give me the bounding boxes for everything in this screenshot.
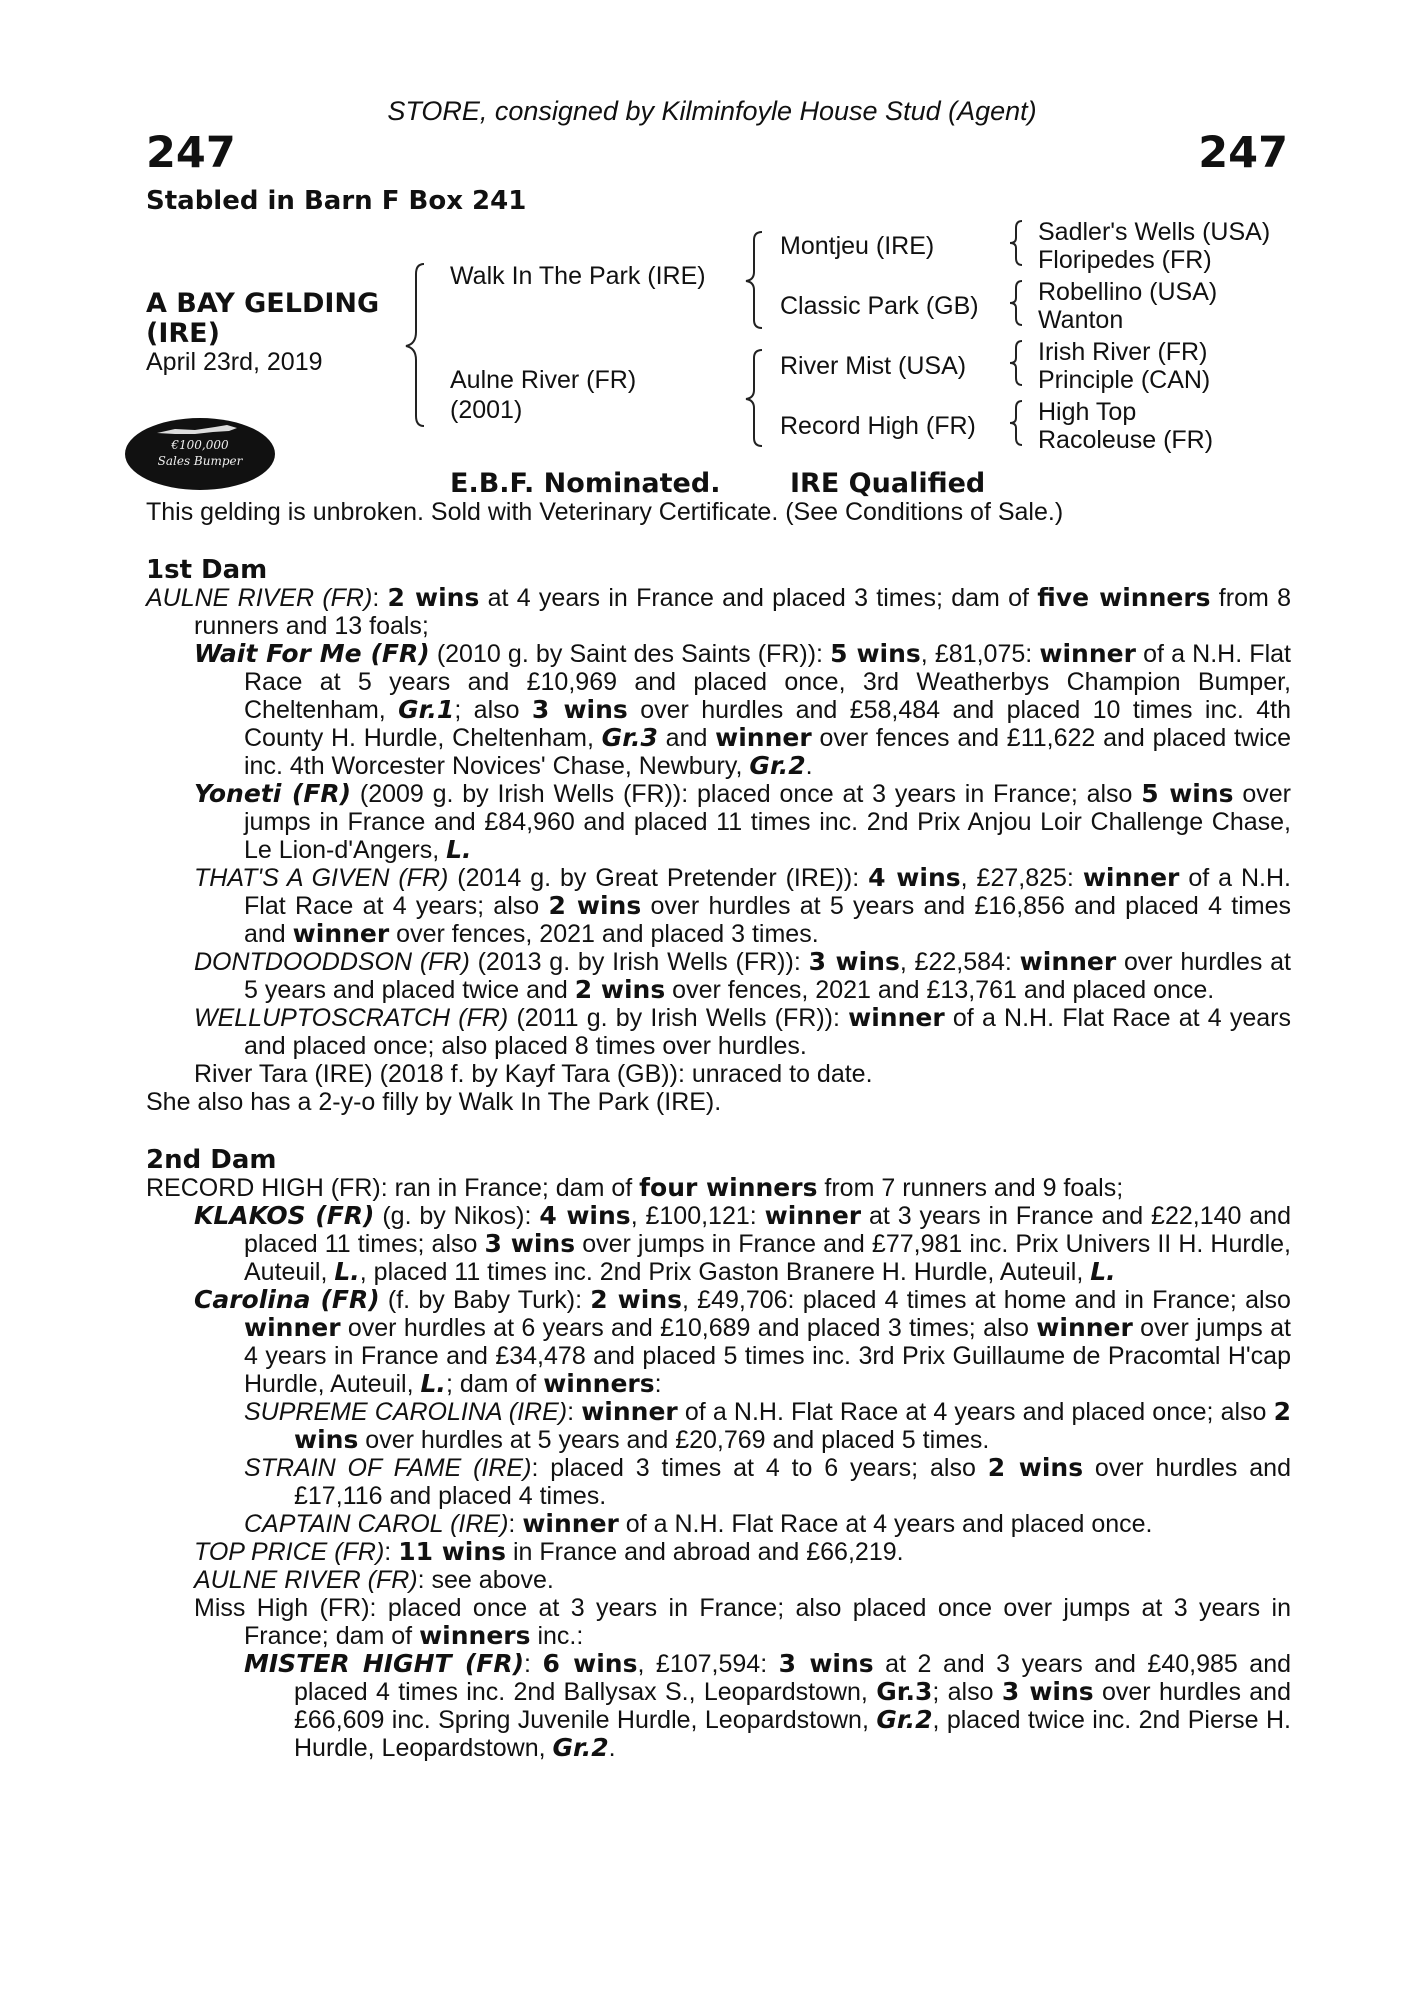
second-dam-text-run: winner	[764, 1201, 862, 1230]
second-dam-text-run: 3 wins	[484, 1229, 576, 1258]
second-dam-text-run: :	[567, 1398, 582, 1426]
first-dam-paragraphs	[146, 584, 1291, 1116]
second-dam-text-run: : see above.	[417, 1566, 554, 1594]
pedigree-g3: Robellino (USA)	[1038, 278, 1218, 306]
pedigree-g1: Sadler's Wells (USA)	[1038, 218, 1271, 246]
pedigree-sire-dam: Classic Park (GB)	[780, 292, 979, 320]
second-dam-text-run: Carolina (FR)	[194, 1285, 380, 1314]
second-dam-text-run: over hurdles and £17,116 and placed 4 times.	[294, 1454, 1291, 1510]
second-dam-text-run: L.	[1090, 1257, 1116, 1286]
badge-label: Sales Bumper	[157, 454, 243, 468]
first-dam-text-run: (2009 g. by Irish Wells (FR)): placed once at 3 years in France; also	[351, 780, 1142, 808]
second-dam-text-run: :	[524, 1650, 543, 1678]
second-dam-text-run: of a N.H. Flat Race at 4 years and placed once.	[618, 1510, 1153, 1538]
first-dam-heading: 1st Dam	[146, 555, 268, 585]
second-dam-text-run: 3 wins	[778, 1649, 874, 1678]
second-dam-paragraph	[146, 1538, 1291, 1566]
second-dam-text-run: over hurdles at 6 years and £10,689 and placed 3 times; also	[340, 1314, 1037, 1342]
first-dam-text-run: (2011 g. by Irish Wells (FR)):	[508, 1004, 849, 1032]
lot-number-right: 247	[1198, 128, 1288, 178]
second-dam-text-run: STRAIN OF FAME (IRE)	[244, 1454, 532, 1482]
second-dam-paragraph	[146, 1454, 1291, 1510]
first-dam-text-run: (2014 g. by Great Pretender (IRE)):	[448, 864, 869, 892]
first-dam-text-run: 4 wins	[868, 863, 961, 892]
second-dam-text-run: , placed 11 times inc. 2nd Prix Gaston Branere H. Hurdle, Auteuil,	[359, 1258, 1091, 1286]
second-dam-text-run: winner	[1036, 1313, 1133, 1342]
second-dam-text-run: (f. by Baby Turk):	[379, 1286, 591, 1314]
horse-silhouette-icon	[155, 423, 245, 437]
second-dam-text-run: ; dam of	[445, 1370, 544, 1398]
second-dam-paragraph	[146, 1202, 1291, 1286]
first-dam-text-run: River Tara (IRE) (2018 f. by Kayf Tara (GB)): unraced to date.	[194, 1060, 873, 1088]
second-dam-text-run: .	[608, 1734, 616, 1762]
first-dam-text-run: over jumps in France and £84,960 and placed 11 times inc. 2nd Prix Anjou Loir Challenge Chase, Le Lion-d'Angers,	[244, 780, 1291, 864]
first-dam-paragraph	[146, 640, 1291, 780]
first-dam-text-run: 2 wins	[574, 975, 666, 1004]
first-dam-text-run: winner	[1019, 947, 1117, 976]
first-dam-text-run: winner	[715, 723, 812, 752]
first-dam-text-run: winner	[292, 919, 390, 948]
pedigree-sire: Walk In The Park (IRE)	[450, 262, 706, 290]
pedigree-dam-dam: Record High (FR)	[780, 412, 976, 440]
first-dam-text-run: of a N.H. Flat Race at 5 years and £10,969 and placed once, 3rd Weatherbys Champion Bumper, Cheltenham,	[244, 640, 1291, 724]
second-dam-text-run: from 7 runners and 9 foals;	[817, 1174, 1124, 1202]
second-dam-text-run: , £49,706: placed 4 times at home and in France; also	[682, 1286, 1291, 1314]
sales-bumper-badge	[125, 418, 275, 490]
second-dam-text-run: CAPTAIN CAROL (IRE)	[244, 1510, 509, 1538]
second-dam-text-run: TOP PRICE (FR)	[194, 1538, 385, 1566]
second-dam-text-run: Gr.2	[552, 1733, 609, 1762]
second-dam-paragraph	[146, 1174, 1291, 1202]
first-dam-text-run: (2010 g. by Saint des Saints (FR)):	[429, 640, 831, 668]
second-dam-text-run: Miss High (FR): placed once at 3 years in France; also placed once over jumps at 3 years in France; dam of	[194, 1594, 1291, 1650]
second-dam-text-run: , placed twice inc. 2nd Pierse H. Hurdle, Leopardstown,	[294, 1706, 1291, 1762]
first-dam-text-run: Yoneti (FR)	[194, 779, 352, 808]
first-dam-text-run: Gr.3	[601, 723, 658, 752]
horse-title-line1: A BAY GELDING	[146, 288, 380, 319]
second-dam-paragraph	[146, 1650, 1291, 1762]
consignor-line: STORE, consigned by Kilminfoyle House Stud (Agent)	[387, 96, 1037, 126]
first-dam-paragraph	[146, 1060, 1291, 1088]
first-dam-paragraph	[146, 1088, 1291, 1116]
pedigree-brace-dam	[742, 346, 772, 450]
second-dam-text-run: of a N.H. Flat Race at 4 years and placed once; also	[677, 1398, 1274, 1426]
first-dam-text-run: 2 wins	[548, 891, 642, 920]
first-dam-text-run: and	[657, 724, 716, 752]
first-dam-text-run: of a N.H. Flat Race at 4 years; also	[244, 864, 1292, 920]
second-dam-text-run: KLAKOS (FR)	[194, 1201, 375, 1230]
first-dam-text-run: over fences, 2021 and £13,761 and placed once.	[665, 976, 1215, 1004]
second-dam-text-run: RECORD HIGH (FR): ran in France; dam of	[146, 1174, 640, 1202]
second-dam-text-run: 4 wins	[539, 1201, 631, 1230]
first-dam-text-run: Gr.2	[749, 751, 806, 780]
first-dam-text-run: WELLUPTOSCRATCH (FR)	[194, 1004, 509, 1032]
first-dam-text-run: over hurdles and £58,484 and placed 10 times inc. 4th County H. Hurdle, Cheltenham,	[244, 696, 1291, 752]
second-dam-text-run: 2 wins	[987, 1453, 1084, 1482]
second-dam-text-run: over hurdles at 5 years and £20,769 and placed 5 times.	[358, 1426, 990, 1454]
first-dam-text-run: (2013 g. by Irish Wells (FR)):	[469, 948, 809, 976]
first-dam-text-run: 3 wins	[531, 695, 628, 724]
pedigree-g8: Racoleuse (FR)	[1038, 426, 1214, 454]
first-dam-text-run: , £22,584:	[899, 948, 1020, 976]
pedigree-dam-year: (2001)	[450, 396, 523, 424]
second-dam-text-run: inc.:	[530, 1622, 584, 1650]
second-dam-text-run: 3 wins	[1001, 1677, 1094, 1706]
second-dam-text-run: ; also	[932, 1678, 1002, 1706]
first-dam-paragraph	[146, 780, 1291, 864]
second-dam-text-run: :	[384, 1538, 399, 1566]
first-dam-text-run: , £27,825:	[960, 864, 1083, 892]
ebf-nominated: E.B.F. Nominated.	[450, 468, 721, 499]
first-dam-text-run: , £81,075:	[920, 640, 1040, 668]
stabled-location: Stabled in Barn F Box 241	[146, 186, 527, 216]
second-dam-text-run: over jumps at 4 years in France and £34,478 and placed 5 times inc. 3rd Prix Guillaume de Pracomtal H'cap Hurdle, Auteuil,	[244, 1314, 1291, 1398]
second-dam-text-run: , £107,594:	[637, 1650, 779, 1678]
first-dam-text-run: ; also	[454, 696, 532, 724]
first-dam-text-run: over hurdles at 5 years and £16,856 and placed 4 times and	[244, 892, 1292, 948]
pedigree-brace-sire	[742, 228, 772, 332]
second-dam-paragraph	[146, 1594, 1291, 1650]
second-dam-text-run: at 2 and 3 years and £40,985 and placed 4 times inc. 2nd Ballysax S., Leopardstown,	[294, 1650, 1292, 1706]
first-dam-text-run: DONTDOODDSON (FR)	[194, 948, 470, 976]
first-dam-text-run: 5 wins	[830, 639, 921, 668]
second-dam-text-run: 6 wins	[542, 1649, 638, 1678]
second-dam-text-run: :	[654, 1370, 662, 1398]
second-dam-text-run: winner	[522, 1509, 619, 1538]
first-dam-text-run: of a N.H. Flat Race at 4 years and placed once; also placed 8 times over hurdles.	[244, 1004, 1291, 1060]
first-dam-text-run: THAT'S A GIVEN (FR)	[194, 864, 449, 892]
first-dam-text-run: 5 wins	[1141, 779, 1234, 808]
first-dam-text-run: L.	[446, 835, 472, 864]
second-dam-paragraphs	[146, 1174, 1291, 1762]
second-dam-text-run: MISTER HIGHT (FR)	[244, 1649, 524, 1678]
second-dam-text-run: in France and abroad and £66,219.	[506, 1538, 904, 1566]
first-dam-text-run: 3 wins	[808, 947, 900, 976]
second-dam-text-run: L.	[334, 1257, 360, 1286]
first-dam-text-run: 2 wins	[387, 583, 480, 612]
badge-amount: €100,000	[171, 438, 229, 452]
foaling-date: April 23rd, 2019	[146, 348, 323, 376]
first-dam-text-run: :	[372, 584, 388, 612]
sale-note: This gelding is unbroken. Sold with Veterinary Certificate. (See Conditions of Sale.)	[146, 498, 1064, 526]
pedigree-brace-g4	[1006, 398, 1028, 448]
lot-number-left: 247	[146, 128, 236, 178]
first-dam-text-run: at 4 years in France and placed 3 times; dam of	[479, 584, 1038, 612]
first-dam-text-run: .	[805, 752, 813, 780]
first-dam-text-run: winner	[848, 1003, 945, 1032]
second-dam-text-run: L.	[420, 1369, 446, 1398]
second-dam-text-run: four winners	[639, 1173, 818, 1202]
second-dam-text-run: winners	[419, 1621, 531, 1650]
second-dam-text-run: winner	[581, 1397, 678, 1426]
first-dam-text-run: from 8 runners and 13 foals;	[194, 584, 1291, 640]
pedigree-brace-g2	[1006, 278, 1028, 328]
pedigree-page-body	[146, 556, 1291, 1762]
pedigree-g7: High Top	[1038, 398, 1137, 426]
first-dam-text-run: AULNE RIVER (FR)	[146, 584, 373, 612]
pedigree-brace-g3	[1006, 338, 1028, 388]
second-dam-text-run: SUPREME CAROLINA (IRE)	[244, 1398, 568, 1426]
pedigree-sire-sire: Montjeu (IRE)	[780, 232, 935, 260]
first-dam-text-run: over fences and £11,622 and placed twice inc. 4th Worcester Novices' Chase, Newbury,	[244, 724, 1291, 780]
first-dam-text-run: Wait For Me (FR)	[194, 639, 430, 668]
second-dam-paragraph	[146, 1566, 1291, 1594]
second-dam-heading: 2nd Dam	[146, 1145, 277, 1175]
second-dam-text-run: AULNE RIVER (FR)	[194, 1566, 418, 1594]
second-dam-paragraph	[146, 1510, 1291, 1538]
second-dam-text-run: 2 wins	[590, 1285, 683, 1314]
first-dam-text-run: over fences, 2021 and placed 3 times.	[389, 920, 819, 948]
first-dam-text-run: over hurdles at 5 years and placed twice and	[244, 948, 1291, 1004]
pedigree-g2: Floripedes (FR)	[1038, 246, 1212, 274]
first-dam-paragraph	[146, 1004, 1291, 1060]
second-dam-text-run: : placed 3 times at 4 to 6 years; also	[531, 1454, 988, 1482]
second-dam-paragraph	[146, 1286, 1291, 1398]
second-dam-text-run: , £100,121:	[630, 1202, 765, 1230]
first-dam-text-run: winner	[1082, 863, 1180, 892]
second-dam-text-run: Gr.3	[876, 1677, 933, 1706]
first-dam-paragraph	[146, 864, 1291, 948]
first-dam-text-run: five winners	[1037, 583, 1211, 612]
second-dam-text-run: winner	[244, 1313, 341, 1342]
pedigree-brace-main	[400, 260, 440, 430]
second-dam-text-run: (g. by Nikos):	[374, 1202, 540, 1230]
first-dam-paragraph	[146, 948, 1291, 1004]
first-dam-text-run: winner	[1039, 639, 1136, 668]
second-dam-text-run: winners	[543, 1369, 655, 1398]
second-dam-text-run: over hurdles and £66,609 inc. Spring Juvenile Hurdle, Leopardstown,	[294, 1678, 1291, 1734]
ire-qualified: IRE Qualified	[790, 468, 986, 499]
second-dam-text-run: Gr.2	[876, 1705, 933, 1734]
first-dam-text-run: Gr.1	[398, 695, 455, 724]
second-dam-text-run: over jumps in France and £77,981 inc. Prix Univers II H. Hurdle, Auteuil,	[244, 1230, 1291, 1286]
pedigree-brace-g1	[1006, 218, 1028, 268]
pedigree-g4: Wanton	[1038, 306, 1124, 334]
first-dam-paragraph	[146, 584, 1291, 640]
second-dam-text-run: at 3 years in France and £22,140 and placed 11 times; also	[244, 1202, 1291, 1258]
pedigree-dam-sire: River Mist (USA)	[780, 352, 967, 380]
second-dam-text-run: :	[508, 1510, 523, 1538]
pedigree-dam: Aulne River (FR)	[450, 366, 637, 394]
second-dam-text-run: 11 wins	[398, 1537, 507, 1566]
horse-title-line2: (IRE)	[146, 318, 220, 349]
second-dam-paragraph	[146, 1398, 1291, 1454]
first-dam-text-run: She also has a 2-y-o filly by Walk In The Park (IRE).	[146, 1088, 722, 1116]
second-dam-text-run: 2 wins	[294, 1397, 1291, 1454]
pedigree-g5: Irish River (FR)	[1038, 338, 1208, 366]
pedigree-g6: Principle (CAN)	[1038, 366, 1211, 394]
